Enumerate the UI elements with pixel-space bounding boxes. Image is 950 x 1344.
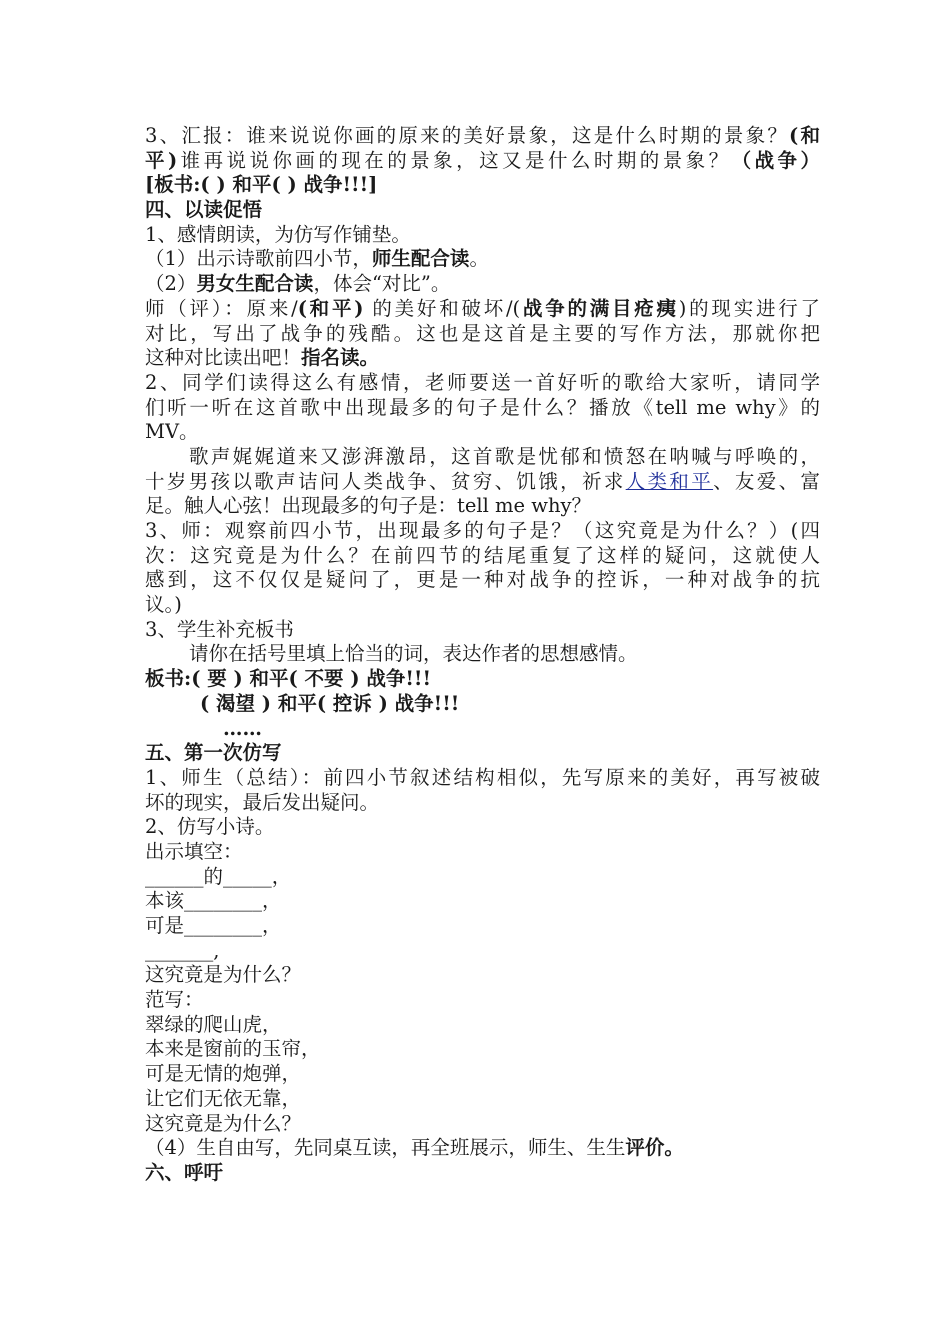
section-4-point-2-line-1: 2、同学们读得这么有感情，老师要送一首好听的歌给大家听，请同学 [145, 370, 820, 394]
song-description-line-1: 歌声娓娓道来又澎湃激昂，这首歌是忧郁和愤怒在呐喊与呼唤的， [189, 444, 820, 468]
fill-blank-line: 可是________， [145, 914, 282, 937]
sample-label: 范写： [145, 988, 204, 1012]
sample-poem-line: 可是无情的炮弹， [145, 1062, 302, 1086]
section-5-point-4: （4）生自由写，先同桌互读，再全班展示，师生、生生评价。 [145, 1136, 684, 1160]
report-line-2: 平)谁再说说你画的现在的景象，这又是什么时期的景象？（战争） [145, 148, 820, 172]
section-6-heading: 六、呼吁 [145, 1160, 224, 1184]
section-4-point-1: 1、感情朗读，为仿写作铺垫。 [145, 222, 411, 246]
section-5-point-2: 2、仿写小诗。 [145, 815, 275, 839]
report-line-1: 3、汇报：谁来说说你画的原来的美好景象，这是什么时期的景象？(和 [145, 124, 820, 147]
section-4-point-1a: （1）出示诗歌前四小节，师生配合读。 [145, 247, 489, 271]
section-4-heading: 四、以读促悟 [145, 198, 263, 222]
section-4-point-3-line-3: 感到，这不仅仅是疑问了，更是一种对战争的控诉，一种对战争的抗 [145, 568, 820, 592]
teacher-comment-line-1: 师（评）：原来/(和平) 的美好和破坏/(战争的满目疮痍)的现实进行了 [145, 296, 820, 320]
section-4-point-3-line-4: 议。) [145, 593, 182, 617]
section-4-instruction: 请你在括号里填上恰当的词，表达作者的思想感情。 [189, 642, 638, 666]
fill-blank-line: 这究竟是为什么？ [145, 963, 302, 987]
section-5-heading: 五、第一次仿写 [145, 741, 282, 765]
section-4-point-2-line-3: MV。 [145, 420, 199, 444]
sample-poem-line: 让它们无依无靠， [145, 1086, 302, 1110]
teacher-comment-line-2: 对比，写出了战争的残酷。这也是这首是主要的写作方法，那就你把 [145, 321, 820, 345]
sample-poem-line: 这究竟是为什么？ [145, 1111, 302, 1135]
sample-poem-line: 本来是窗前的玉帘， [145, 1037, 321, 1061]
peace-link[interactable]: 人类和平 [625, 469, 714, 493]
fill-blank-line: _______, [145, 938, 220, 962]
section-4-point-4: 3、学生补充板书 [145, 617, 294, 641]
fill-blank-line: 本该________， [145, 889, 282, 913]
section-5-point-1-line-2: 坏的现实，最后发出疑问。 [145, 790, 380, 814]
song-description-line-2: 十岁男孩以歌声诘问人类战争、贫穷、饥饿，祈求人类和平、友爱、富 [145, 469, 820, 493]
board-ellipsis: …… [223, 716, 262, 740]
teacher-comment-line-3: 这种对比读出吧！指名读。 [145, 346, 380, 370]
section-4-point-2-line-2: 们听一听在这首歌中出现最多的句子是什么？播放《tell me why》的 [145, 395, 820, 419]
board-writing-1: [板书:( ) 和平( ) 战争!!!] [145, 173, 378, 197]
document-page [145, 124, 820, 1186]
fill-blank-line: ______的_____， [145, 864, 292, 888]
section-4-point-3-line-1: 3、师：观察前四小节，出现最多的句子是？（这究竟是为什么？）(四 [145, 519, 820, 542]
section-4-point-3-line-2: 次：这究竟是为什么？在前四节的结尾重复了这样的疑问，这就使人 [145, 543, 820, 567]
board-writing-2: 板书:( 要 ) 和平( 不要 ) 战争!!! [145, 667, 432, 691]
section-5-point-1-line-1: 1、师生（总结）：前四小节叙述结构相似，先写原来的美好，再写被破 [145, 765, 820, 789]
board-writing-3: ( 渴望 ) 和平( 控诉 ) 战争!!! [200, 691, 460, 715]
section-4-point-1b: （2）男女生配合读，体会“对比”。 [145, 272, 451, 296]
sample-poem-line: 翠绿的爬山虎， [145, 1012, 282, 1036]
fill-blank-label: 出示填空： [145, 839, 243, 863]
song-description-line-3: 足。触人心弦！出现最多的句子是：tell me why？ [145, 494, 592, 518]
